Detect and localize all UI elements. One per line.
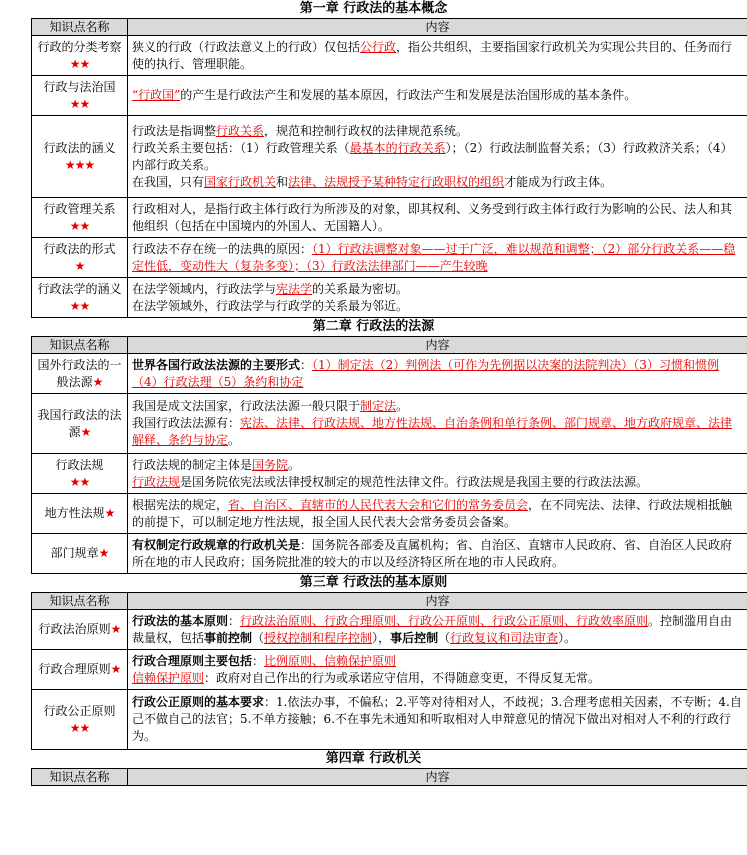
header-content: 内容 xyxy=(128,337,747,354)
topic-content: 在法学领域内，行政法学与宪法学的关系最为密切。 在法学领域外，行政法学与行政学的关系最为邻近。 xyxy=(128,278,747,318)
topic-content: 行政法是指调整行政关系，规范和控制行政权的法律规范系统。 行政关系主要包括：（1）行政管理关系（最基本的行政关系）；（2）行政法制监督关系；（3）行政救济关系；（4）内部行政关系。 在我国，只有国家行政机关和法律、法规授予某种特定行政职权的组织才能成为行政主体。 xyxy=(128,116,747,198)
chapter-4-title: 第四章 行政机关 xyxy=(325,751,422,766)
topic-name: 行政的分类考察★★ xyxy=(32,36,128,76)
table-header xyxy=(32,19,747,36)
topic-content: 有权制定行政规章的行政机关是：国务院各部委及直属机构；省、自治区、直辖市人民政府、省、自治区人民政府所在地的市人民政府；国务院批准的较大的市以及经济特区所在地的市人民政府。 xyxy=(128,534,747,574)
chapter-3-title: 第三章 行政法的基本原则 xyxy=(299,575,448,590)
table-row xyxy=(32,394,747,454)
header-name: 知识点名称 xyxy=(32,19,128,36)
table-row xyxy=(32,650,747,690)
header-content: 内容 xyxy=(128,593,747,610)
table-row xyxy=(32,690,747,750)
topic-name: 行政与法治国 ★★ xyxy=(32,76,128,116)
star-rating: ★ xyxy=(98,546,109,560)
star-rating: ★ xyxy=(80,424,91,439)
table-row xyxy=(32,454,747,494)
table-row xyxy=(32,238,747,278)
star-rating: ★★★ xyxy=(64,157,95,172)
star-rating: ★ xyxy=(104,506,115,520)
table-row xyxy=(32,198,747,238)
header-name: 知识点名称 xyxy=(32,337,128,354)
header-content: 内容 xyxy=(128,769,747,786)
star-rating: ★★ xyxy=(69,96,90,111)
topic-content: 行政法规的制定主体是国务院。 行政法规是国务院依宪法或法律授权制定的规范性法律文件。行政法规是我国主要的行政法法源。 xyxy=(128,454,747,494)
table-row xyxy=(32,76,747,116)
table-header xyxy=(32,769,747,786)
table-row xyxy=(32,116,747,198)
header-name: 知识点名称 xyxy=(32,593,128,610)
chapter-1-title: 第一章 行政法的基本概念 xyxy=(299,1,448,16)
topic-name: 行政法学的涵义★★ xyxy=(32,278,128,318)
topic-content: 行政相对人，是指行政主体行政行为所涉及的对象，即其权利、义务受到行政主体行政行为影响的公民、法人和其他组织（包括在中国境内的外国人、无国籍人）。 xyxy=(128,198,747,238)
chapter-3-table xyxy=(31,592,747,750)
topic-name: 行政法治原则★ xyxy=(32,610,128,650)
table-row xyxy=(32,610,747,650)
table-row xyxy=(32,278,747,318)
star-rating: ★ xyxy=(110,662,121,676)
topic-content: 行政法的基本原则：行政法治原则、行政合理原则、行政公开原则、行政公正原则、行政效率原则。控制滥用自由裁量权，包括事前控制（授权控制和程序控制），事后控制（行政复议和司法审查）。 xyxy=(128,610,747,650)
star-rating: ★ xyxy=(74,258,85,273)
table-header xyxy=(32,337,747,354)
topic-content: 我国是成文法国家，行政法法源一般只限于制定法。 我国行政法法源有：宪法、法律、行政法规、地方性法规、自治条例和单行条例、部门规章、地方政府规章、法律解释、条约与协定。 xyxy=(128,394,747,454)
topic-name: 行政合理原则★ xyxy=(32,650,128,690)
topic-content: 狭义的行政（行政法意义上的行政）仅包括公行政，指公共组织，主要指国家行政机关为实现公共目的、任务而行使的执行、管理职能。 xyxy=(128,36,747,76)
header-content: 内容 xyxy=(128,19,747,36)
chapter-2-table xyxy=(31,336,747,574)
topic-content: 世界各国行政法法源的主要形式：（1）制定法（2）判例法（可作为先例据以决案的法院判决）（3）习惯和惯例（4）行政法理（5）条约和协定 xyxy=(128,354,747,394)
topic-name: 国外行政法的一般法源★ xyxy=(32,354,128,394)
topic-name: 地方性法规★ xyxy=(32,494,128,534)
topic-content: 行政公正原则的基本要求：1.依法办事，不偏私；2.平等对待相对人，不歧视；3.合理考虑相关因素，不专断；4.自己不做自己的法官；5.不单方接触；6.不在事先未通知和听取相对人申辩意见的情况下做出对相对人不利的行政行为。 xyxy=(128,690,747,750)
topic-content: “行政国”的产生是行政法产生和发展的基本原因，行政法产生和发展是法治国形成的基本条件。 xyxy=(128,76,747,116)
topic-name: 行政管理关系 ★★ xyxy=(32,198,128,238)
star-rating: ★★ xyxy=(69,474,90,489)
chapter-2-title: 第二章 行政法的法源 xyxy=(312,319,435,334)
star-rating: ★ xyxy=(110,622,121,636)
chapter-4-table xyxy=(31,768,747,786)
table-row xyxy=(32,494,747,534)
topic-name: 行政法规 ★★ xyxy=(32,454,128,494)
star-rating: ★★ xyxy=(69,56,90,71)
star-rating: ★★ xyxy=(69,218,90,233)
topic-name: 行政公正原则★★ xyxy=(32,690,128,750)
star-rating: ★ xyxy=(92,374,103,389)
table-row xyxy=(32,354,747,394)
topic-name: 部门规章★ xyxy=(32,534,128,574)
topic-name: 行政法的形式 ★ xyxy=(32,238,128,278)
star-rating: ★★ xyxy=(69,720,90,735)
topic-content: 根据宪法的规定，省、自治区、直辖市的人民代表大会和它们的常务委员会，在不同宪法、法律、行政法规相抵触的前提下，可以制定地方性法规，报全国人民代表大会常务委员会备案。 xyxy=(128,494,747,534)
topic-content: 行政法不存在统一的法典的原因：（1）行政法调整对象——过于广泛，难以规范和调整；（2）部分行政关系——稳定性低，变动性大（复杂多变）；（3）行政法法律部门——产生较晚 xyxy=(128,238,747,278)
topic-name: 我国行政法的法源★ xyxy=(32,394,128,454)
table-row xyxy=(32,36,747,76)
table-header xyxy=(32,593,747,610)
topic-name: 行政法的涵义 ★★★ xyxy=(32,116,128,198)
table-row xyxy=(32,534,747,574)
topic-content: 行政合理原则主要包括：比例原则、信赖保护原则 信赖保护原则：政府对自己作出的行为或承诺应守信用，不得随意变更，不得反复无常。 xyxy=(128,650,747,690)
star-rating: ★★ xyxy=(69,298,90,313)
chapter-1-table xyxy=(31,18,747,318)
header-name: 知识点名称 xyxy=(32,769,128,786)
